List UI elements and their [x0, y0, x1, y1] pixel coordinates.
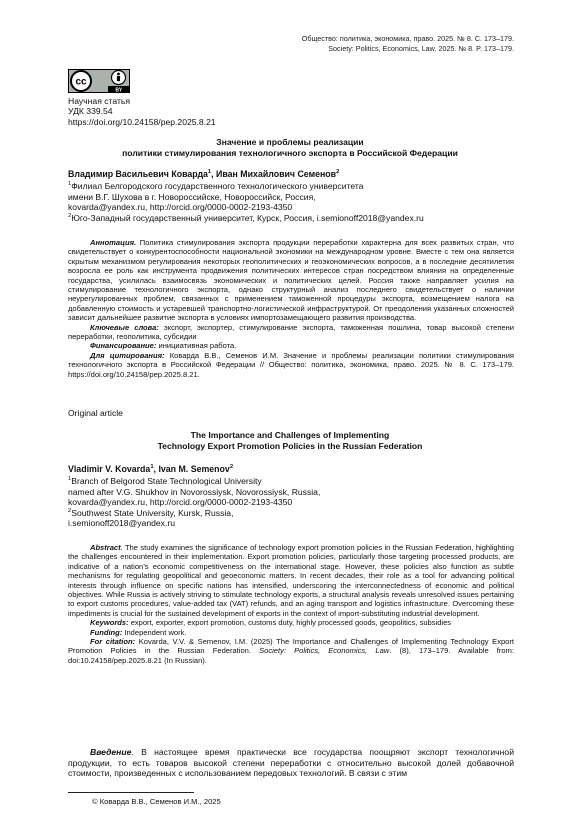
introduction-text: . В настоящее время практически все государства поощряют экспорт технологичной продукции, то есть товаров высокой степени переработки с относительно высокой долей добавочной стоимости, произведенных с использованием передовых технологий. В связи с этим [68, 747, 514, 779]
affiliations-en [68, 476, 320, 529]
author-2-en: Ivan M. Semenov [158, 464, 230, 474]
article-title-en [66, 430, 514, 451]
abstract-ru-text: Политика стимулирования экспорта продукции переработки характерна для всех развитых стран, что свидетельствует о конкурентоспособности национальной экономики на международном уровне. Вместе с тем она является скрытым механизмом регулирования некоторых геополитических и геоэкономических вопросов, а в последние десятилетия возросла ее роль как инструмента продвижения политических интересов стран посредством влияния на определенные государства, усилилась взаимосвязь экономических и политических целей. Россия также направляет усилия на стимулирование технологичного экспорта, однако структурный анализ последнего свидетельствует о наличии неурегулированных проблем, связанных с применением таможенной процедуры экспорта, возмещением налога на добавленную стоимость и устаревшей транспортно-логистической инфраструктурой. От преодоления указанных сложностей зависит дальнейшее развитие экспорта в условиях импортозамещающего развития производства. [68, 238, 514, 323]
aff-en-text-4: Southwest State University, Kursk, Russia, [71, 507, 234, 518]
doi-link[interactable]: https://doi.org/10.24158/pep.2025.8.21 [68, 116, 216, 127]
authors-ru [68, 169, 339, 179]
article-meta-ru [68, 96, 216, 127]
title-ru-line-1: Значение и проблемы реализации [216, 137, 364, 147]
introduction-label: Введение [90, 747, 132, 757]
citation-en-text-1: Kovarda, V.V. & Semenov, I.M. (2025) The Importance and Challenges of Implementing Technology Export Promotion Policies in the Russian Federation. [68, 637, 514, 656]
aff-ru-line-3[interactable]: kovarda@yandex.ru, http://orcid.org/0000-0002-2193-4350 [68, 202, 293, 213]
keywords-ru-text: экспорт, экспортер, стимулирование экспорта, таможенная пошлина, товар высокой степени переработки, геополитика, субсидии [68, 322, 514, 342]
citation-en-journal: Society: Politics, Economics, Law [259, 646, 390, 656]
aff-en-line-3[interactable]: kovarda@yandex.ru, http://orcid.org/0000-0002-2193-4350 [68, 497, 293, 508]
funding-ru-label: Финансирование: [90, 341, 157, 351]
abstract-en-text: . The study examines the significance of technology export promotion policies in the Russian Federation, highlighting the challenges encountered in their implementation. Export promotion policies, particularly those targeting processed products, are indicative of a nation’s economic competitiveness on the international stage. However, these policies also function as subtle mechanisms for regulating geopolitical and geoeconomic matters. In recent decades, their role as a tool for advancing political interests through influence on specific nations has intensified, underscoring the interconnectedness of economic and political objectives. While Russia is actively striving to stimulate technology exports, a structural analysis reveals unresolved issues pertaining to export customs procedures, value-added tax (VAT) refunds, and an aging transport and logistics infrastructure. Overcoming these impediments is crucial for the sustained development of exports in the context of import-substituting industrial development. [68, 543, 514, 618]
footnote-rule [68, 792, 194, 793]
keywords-en-text: export, exporter, export promotion, customs duty, highly processed goods, geopolitics, subsidies [128, 618, 452, 628]
affiliations-ru [68, 181, 424, 223]
aff-en-sup-1: 1 [68, 476, 72, 483]
aff-ru-line-1 [68, 181, 424, 192]
abstract-ru-block [68, 238, 514, 379]
running-header [302, 34, 514, 53]
by-mark: BY [115, 87, 123, 93]
cc-by-license-icon[interactable] [68, 69, 130, 93]
citation-en-text-2: . (8), 173–179. Available from: doi:10.24158/pep.2025.8.21 (In Russian). [68, 646, 514, 665]
funding-ru-text: инициативная работа. [156, 341, 237, 351]
original-article-label: Original article [68, 408, 123, 418]
aff-en-line-2: named after V.G. Shukhov in Novorossiysk, Novorossiysk, Russia, [68, 486, 321, 497]
keywords-ru-label: Ключевые слова: [90, 322, 159, 332]
aff-ru-text-1: Филиал Белгородского государственного технологического университета [71, 181, 364, 191]
keywords-en-label: Keywords: [90, 618, 129, 628]
authors-en-sep: , [153, 464, 159, 474]
funding-en-text: Independent work. [122, 627, 187, 637]
abstract-en-label: Abstract [90, 543, 121, 552]
copyright-footnote: © Коварда В.В., Семенов И.М., 2025 [92, 797, 221, 806]
aff-ru-line-4 [68, 213, 424, 224]
aff-en-line-1 [68, 476, 320, 487]
title-en-line-2: Technology Export Promotion Policies in the Russian Federation [157, 440, 423, 451]
aff-en-line-4 [68, 508, 320, 519]
cc-mark: cc [75, 76, 87, 88]
abstract-ru [68, 238, 514, 323]
title-en-line-1: The Importance and Challenges of Implementing [190, 430, 390, 440]
author-1-en: Vladimir V. Kovarda [68, 464, 151, 474]
citation-ru-text: Коварда В.В., Семенов И.М. Значение и проблемы реализации политики стимулирования технологичного экспорта в Российской Федерации // Общество: политика, экономика, право. 2025. № 8. С. 173–179. https://doi.org/10.24158/pep.2025.8.21. [68, 350, 514, 379]
abstract-ru-label: Аннотация. [90, 238, 137, 247]
aff-en-line-5[interactable]: i.semionoff2018@yandex.ru [68, 518, 175, 529]
funding-en [68, 628, 514, 637]
citation-en [68, 637, 514, 665]
udc-code: УДК 339.54 [68, 106, 113, 117]
aff-ru-sup-1: 1 [68, 181, 72, 188]
citation-en-label: For citation: [90, 637, 136, 647]
aff-en-sup-2: 2 [68, 507, 72, 514]
introduction-section [68, 747, 514, 779]
keywords-ru [68, 323, 514, 342]
aff-ru-text-4: Юго-Западный государственный университет, Курск, Россия, i.semionoff2018@yandex.ru [71, 212, 424, 223]
citation-ru [68, 351, 514, 379]
header-line-en: Society: Politics, Economics, Law. 2025. № 8. P. 173–179. [328, 43, 514, 53]
abstract-en [68, 543, 514, 618]
author-1-ru-sup: 1 [207, 169, 212, 176]
funding-ru [68, 341, 514, 350]
aff-ru-sup-2: 2 [68, 212, 72, 219]
author-2-en-sup: 2 [229, 464, 234, 471]
author-1-en-sup: 1 [150, 464, 154, 471]
article-type: Научная статья [68, 96, 131, 106]
keywords-en [68, 618, 514, 627]
article-title-ru [66, 137, 514, 158]
author-2-ru-sup: 2 [336, 169, 340, 176]
authors-ru-sep: , [211, 169, 217, 179]
header-line-ru: Общество: политика, экономика, право. 2025. № 8. С. 173–179. [301, 34, 514, 43]
aff-ru-line-2: имени В.Г. Шухова в г. Новороссийске, Новороссийск, Россия, [68, 191, 316, 202]
aff-en-text-1: Branch of Belgorod State Technological University [71, 476, 262, 486]
author-2-ru: Иван Михайлович Семенов [216, 169, 337, 179]
title-ru-line-2: политики стимулирования технологичного экспорта в Российской Федерации [122, 147, 458, 158]
abstract-en-block [68, 543, 514, 665]
authors-en [68, 464, 233, 474]
funding-en-label: Funding: [90, 627, 123, 637]
citation-ru-label: Для цитирования: [90, 350, 165, 360]
introduction-paragraph [68, 747, 514, 779]
author-1-ru: Владимир Васильевич Коварда [68, 169, 208, 179]
